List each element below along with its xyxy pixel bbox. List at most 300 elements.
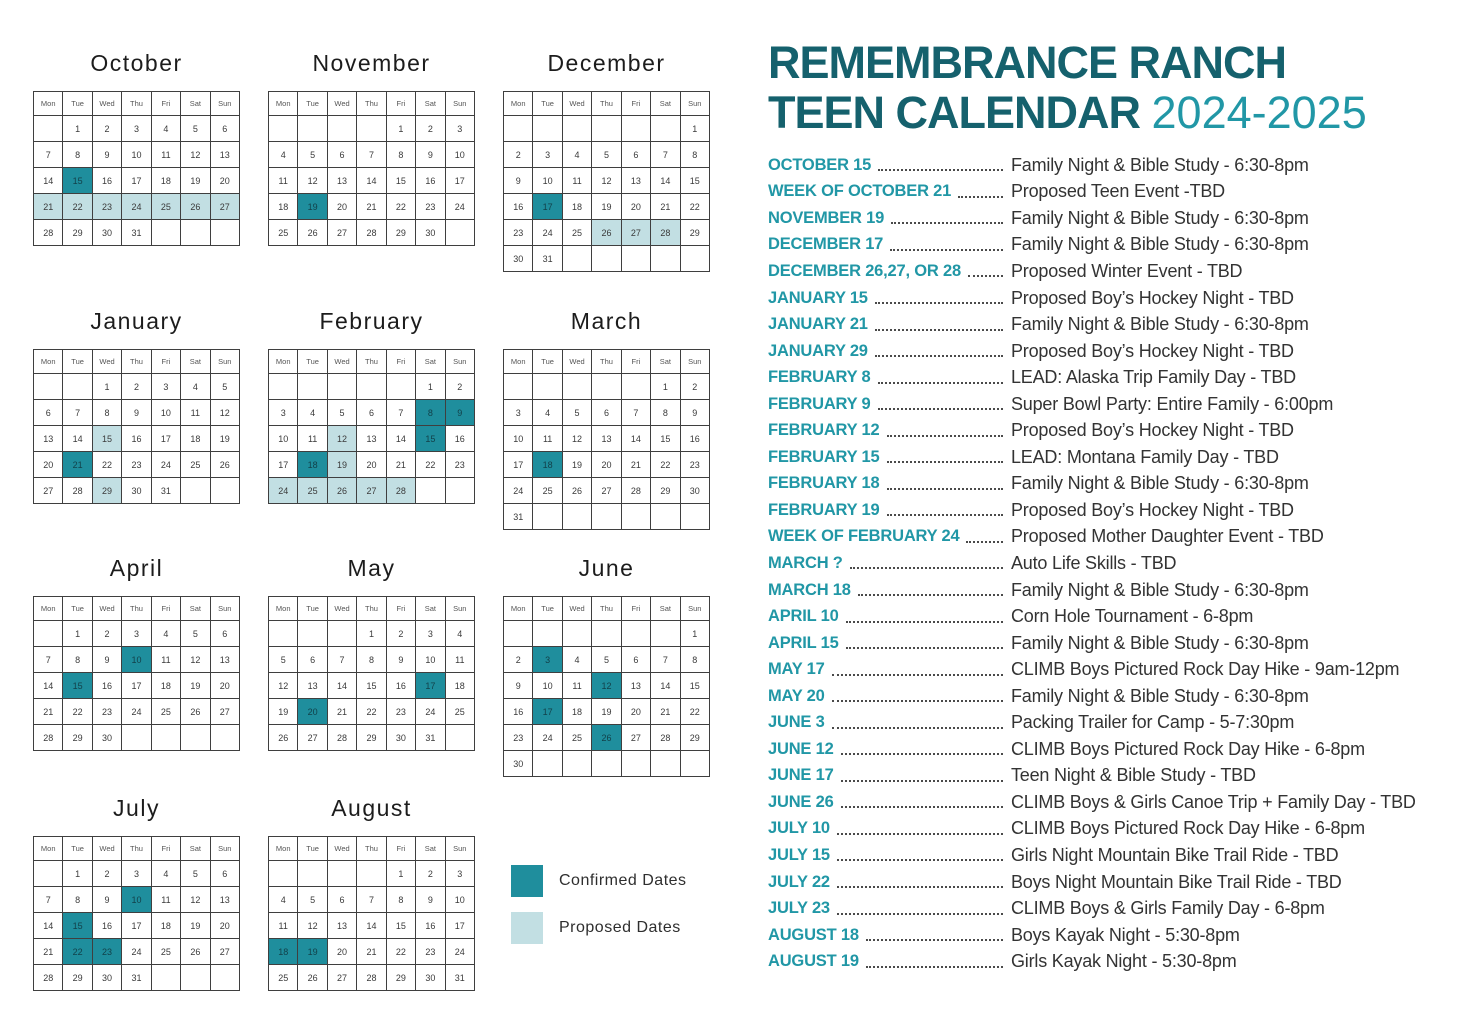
day-cell: 21 [328,699,357,725]
event-row [768,179,1440,206]
day-header-cell: Sat [181,92,210,116]
event-date: FEBRUARY 18 [768,474,880,493]
day-header-cell: Sun [211,597,240,621]
day-cell: 12 [298,168,327,194]
day-cell: 9 [681,400,710,426]
day-cell: 29 [651,478,680,504]
event-date-column [768,873,1005,892]
day-cell: 5 [181,861,210,887]
dotted-leader [866,939,1003,941]
day-header-cell: Sun [681,597,710,621]
day-cell: 6 [211,621,240,647]
day-cell: 12 [592,673,621,699]
day-cell: 22 [681,699,710,725]
event-description: CLIMB Boys Pictured Rock Day Hike - 6-8pm [1011,738,1365,759]
event-row [768,364,1440,391]
event-date: AUGUST 19 [768,952,859,971]
day-cell: 12 [181,142,210,168]
day-cell: 5 [328,400,357,426]
event-date-column [768,607,1005,626]
page-title-line2: TEEN CALENDAR [768,87,1141,138]
empty-day-cell [269,861,298,887]
event-row [768,338,1440,365]
day-cell: 12 [211,400,240,426]
day-cell: 6 [211,861,240,887]
day-cell: 24 [269,478,298,504]
event-date: MAY 17 [768,660,825,679]
day-header-cell: Fri [622,350,651,374]
day-cell: 17 [152,426,181,452]
empty-day-cell [533,504,562,530]
day-cell: 22 [387,194,416,220]
day-cell: 8 [357,647,386,673]
page-title [768,38,1440,138]
day-cell: 18 [563,699,592,725]
event-date: JULY 15 [768,845,830,864]
day-cell: 13 [328,913,357,939]
day-cell: 26 [563,478,592,504]
day-cell: 11 [152,647,181,673]
day-cell: 26 [181,699,210,725]
day-cell: 4 [269,887,298,913]
empty-day-cell [357,116,386,142]
day-cell: 18 [152,913,181,939]
empty-day-cell [563,374,592,400]
day-cell: 28 [63,478,92,504]
event-list [768,152,1440,975]
day-cell: 23 [416,939,445,965]
day-header-cell: Tue [298,350,327,374]
day-cell: 19 [592,194,621,220]
event-description: Family Night & Bible Study - 6:30-8pm [1011,579,1309,600]
empty-day-cell [504,116,533,142]
day-cell: 1 [681,116,710,142]
day-cell: 10 [269,426,298,452]
event-date-column [768,527,1005,546]
day-cell: 14 [387,426,416,452]
day-cell: 8 [651,400,680,426]
event-row [768,258,1440,285]
dotted-leader [887,435,1004,437]
day-cell: 18 [152,168,181,194]
legend [503,793,710,991]
event-description: Auto Life Skills - TBD [1011,552,1177,573]
day-cell: 28 [651,725,680,751]
day-cell: 31 [122,220,151,246]
event-row [768,948,1440,975]
day-cell: 2 [93,621,122,647]
day-cell: 16 [416,913,445,939]
day-cell: 13 [211,647,240,673]
day-header-cell: Sun [211,350,240,374]
dotted-leader [887,461,1004,463]
day-cell: 11 [533,426,562,452]
day-header-cell: Tue [63,350,92,374]
dotted-leader [846,647,1003,649]
day-header-cell: Tue [533,350,562,374]
confirmed-dates-label: Confirmed Dates [559,872,687,889]
day-cell: 25 [152,699,181,725]
day-cell: 5 [298,142,327,168]
day-cell: 7 [34,647,63,673]
day-cell: 21 [34,194,63,220]
day-cell: 28 [651,220,680,246]
day-cell: 5 [592,142,621,168]
day-cell: 15 [63,673,92,699]
dotted-leader [966,541,1003,543]
event-date: FEBRUARY 9 [768,394,871,413]
mini-calendar-grid [33,48,710,991]
day-cell: 3 [504,400,533,426]
event-date: FEBRUARY 8 [768,368,871,387]
event-row [768,709,1440,736]
month-title-october: October [90,50,183,76]
day-cell: 19 [181,168,210,194]
day-cell: 27 [34,478,63,504]
day-cell: 5 [592,647,621,673]
day-cell: 24 [122,939,151,965]
day-cell: 3 [122,861,151,887]
day-cell: 27 [622,220,651,246]
event-row [768,842,1440,869]
day-cell: 24 [504,478,533,504]
day-header-cell: Sat [651,597,680,621]
day-cell: 27 [211,939,240,965]
day-cell: 13 [298,673,327,699]
day-cell: 24 [446,939,475,965]
day-cell: 9 [504,673,533,699]
day-cell: 7 [387,400,416,426]
dotted-leader [878,169,1003,171]
day-cell: 8 [416,400,445,426]
event-description: Family Night & Bible Study - 6:30-8pm [1011,632,1309,653]
day-cell: 18 [563,194,592,220]
event-row [768,869,1440,896]
day-cell: 23 [387,699,416,725]
month-title-april: April [109,555,164,581]
event-date-column [768,474,1005,493]
empty-day-cell [181,220,210,246]
event-date-column [768,819,1005,838]
day-cell: 11 [152,142,181,168]
event-date: MARCH ? [768,553,843,572]
event-description: LEAD: Montana Family Day - TBD [1011,446,1279,467]
dotted-leader [846,621,1003,623]
empty-day-cell [211,478,240,504]
empty-day-cell [63,374,92,400]
day-header-cell: Sun [446,597,475,621]
empty-day-cell [298,621,327,647]
day-cell: 29 [93,478,122,504]
day-cell: 11 [446,647,475,673]
day-header-cell: Sat [416,837,445,861]
day-cell: 14 [357,913,386,939]
day-cell: 31 [152,478,181,504]
day-header-cell: Wed [328,350,357,374]
month-calendar-april [33,553,240,793]
day-cell: 9 [93,142,122,168]
day-cell: 9 [93,647,122,673]
day-cell: 11 [181,400,210,426]
dotted-leader [875,302,1003,304]
day-header-cell: Wed [563,350,592,374]
dotted-leader [850,567,1003,569]
day-header-cell: Sun [681,92,710,116]
day-cell: 25 [563,220,592,246]
empty-day-cell [152,725,181,751]
day-cell: 17 [533,194,562,220]
day-header-cell: Tue [533,597,562,621]
day-cell: 25 [563,725,592,751]
empty-day-cell [446,478,475,504]
day-cell: 13 [328,168,357,194]
event-description: CLIMB Boys Pictured Rock Day Hike - 9am-12pm [1011,659,1400,680]
event-date: WEEK OF FEBRUARY 24 [768,527,960,546]
event-row [768,311,1440,338]
day-cell: 26 [211,452,240,478]
empty-day-cell [592,116,621,142]
day-header-cell: Sun [446,350,475,374]
day-cell: 8 [63,647,92,673]
event-description: Family Night & Bible Study - 6:30-8pm [1011,207,1309,228]
event-date: JUNE 3 [768,713,825,732]
day-header-cell: Tue [63,92,92,116]
day-header-cell: Thu [357,597,386,621]
empty-day-cell [211,965,240,991]
day-header-cell: Thu [357,92,386,116]
day-cell: 2 [504,647,533,673]
month-calendar-october [33,48,240,306]
day-cell: 6 [622,647,651,673]
event-row [768,205,1440,232]
empty-day-cell [563,504,592,530]
empty-day-cell [592,751,621,777]
day-header-cell: Tue [63,597,92,621]
day-cell: 4 [298,400,327,426]
day-cell: 25 [152,939,181,965]
event-row [768,285,1440,312]
day-header-cell: Thu [122,350,151,374]
day-cell: 20 [622,194,651,220]
day-cell: 8 [681,142,710,168]
dotted-leader [858,594,1003,596]
day-cell: 20 [211,673,240,699]
day-header-cell: Wed [328,597,357,621]
day-cell: 7 [651,142,680,168]
day-cell: 30 [504,751,533,777]
month-title-may: May [347,555,396,581]
day-cell: 6 [211,116,240,142]
day-header-cell: Fri [152,350,181,374]
empty-day-cell [681,504,710,530]
day-cell: 17 [446,913,475,939]
day-cell: 20 [298,699,327,725]
empty-day-cell [328,374,357,400]
day-cell: 27 [328,220,357,246]
event-date: JULY 23 [768,899,830,918]
day-header-cell: Sat [416,92,445,116]
day-cell: 18 [269,194,298,220]
day-cell: 10 [446,142,475,168]
day-cell: 20 [211,168,240,194]
empty-day-cell [34,861,63,887]
day-cell: 15 [416,426,445,452]
event-description: Girls Night Mountain Bike Trail Ride - TBD [1011,844,1339,865]
day-cell: 17 [446,168,475,194]
day-cell: 19 [181,673,210,699]
event-row [768,656,1440,683]
day-cell: 30 [93,220,122,246]
event-date-column [768,554,1005,573]
event-date-column [768,235,1005,254]
day-cell: 18 [533,452,562,478]
empty-day-cell [622,374,651,400]
day-cell: 20 [211,913,240,939]
day-cell: 12 [269,673,298,699]
day-cell: 26 [181,194,210,220]
event-description: Teen Night & Bible Study - TBD [1011,765,1256,786]
empty-day-cell [328,621,357,647]
day-header-cell: Thu [122,597,151,621]
month-calendar-november [268,48,475,306]
day-cell: 16 [387,673,416,699]
day-cell: 2 [387,621,416,647]
day-cell: 13 [211,142,240,168]
dotted-leader [832,700,1003,702]
day-cell: 10 [152,400,181,426]
day-cell: 13 [622,673,651,699]
day-cell: 4 [269,142,298,168]
day-cell: 18 [446,673,475,699]
empty-day-cell [181,725,210,751]
day-cell: 4 [181,374,210,400]
dotted-leader [841,753,1003,755]
day-header-cell: Thu [122,92,151,116]
empty-day-cell [269,621,298,647]
day-cell: 23 [122,452,151,478]
calendar-grid-november [268,91,475,246]
day-header-cell: Fri [622,597,651,621]
day-cell: 31 [446,965,475,991]
day-cell: 9 [504,168,533,194]
day-header-cell: Mon [504,597,533,621]
day-cell: 3 [152,374,181,400]
day-header-cell: Wed [328,837,357,861]
empty-day-cell [446,725,475,751]
event-date-column [768,448,1005,467]
event-date-column [768,846,1005,865]
event-date: MARCH 18 [768,580,851,599]
day-header-cell: Sat [181,350,210,374]
day-cell: 17 [122,168,151,194]
day-cell: 23 [93,939,122,965]
event-description: Girls Kayak Night - 5:30-8pm [1011,951,1237,972]
day-cell: 21 [622,452,651,478]
day-header-cell: Sat [181,597,210,621]
empty-day-cell [622,621,651,647]
day-header-cell: Wed [93,350,122,374]
event-row [768,895,1440,922]
day-cell: 28 [34,220,63,246]
empty-day-cell [622,246,651,272]
day-cell: 1 [651,374,680,400]
empty-day-cell [122,725,151,751]
day-header-cell: Tue [63,837,92,861]
day-header-cell: Mon [34,837,63,861]
day-header-cell: Mon [269,837,298,861]
day-cell: 10 [533,673,562,699]
day-cell: 6 [328,142,357,168]
day-cell: 19 [298,194,327,220]
day-cell: 5 [563,400,592,426]
day-cell: 20 [328,939,357,965]
proposed-dates-swatch [511,912,543,944]
event-row [768,232,1440,259]
day-cell: 11 [269,913,298,939]
day-cell: 28 [622,478,651,504]
day-cell: 2 [93,116,122,142]
day-cell: 8 [93,400,122,426]
month-calendar-february [268,306,475,553]
confirmed-dates-swatch [511,865,543,897]
day-cell: 21 [34,699,63,725]
day-header-cell: Tue [298,837,327,861]
day-cell: 23 [504,725,533,751]
day-cell: 10 [122,647,151,673]
dotted-leader [837,833,1003,835]
day-cell: 19 [269,699,298,725]
calendar-grid-february [268,349,475,504]
empty-day-cell [533,621,562,647]
day-cell: 25 [298,478,327,504]
month-title-november: November [312,50,431,76]
empty-day-cell [533,751,562,777]
month-title-february: February [319,308,424,334]
day-cell: 12 [563,426,592,452]
day-cell: 19 [563,452,592,478]
empty-day-cell [622,116,651,142]
month-calendar-may [268,553,475,793]
day-cell: 29 [681,725,710,751]
month-calendar-july [33,793,240,991]
event-description: Proposed Boy’s Hockey Night - TBD [1011,340,1294,361]
day-cell: 25 [152,194,181,220]
day-header-cell: Thu [122,837,151,861]
day-cell: 19 [328,452,357,478]
day-cell: 2 [93,861,122,887]
day-cell: 1 [63,861,92,887]
event-date-column [768,952,1005,971]
empty-day-cell [269,374,298,400]
empty-day-cell [651,504,680,530]
event-description: Proposed Teen Event -TBD [1011,181,1225,202]
day-header-cell: Wed [93,837,122,861]
month-title-august: August [331,795,412,821]
day-cell: 26 [298,965,327,991]
day-cell: 24 [533,725,562,751]
event-date-column [768,581,1005,600]
day-cell: 30 [122,478,151,504]
day-header-cell: Wed [563,597,592,621]
day-cell: 22 [63,699,92,725]
day-cell: 2 [122,374,151,400]
event-date: JULY 10 [768,819,830,838]
day-cell: 16 [446,426,475,452]
day-header-cell: Mon [504,350,533,374]
empty-day-cell [681,246,710,272]
empty-day-cell [504,374,533,400]
empty-day-cell [181,965,210,991]
